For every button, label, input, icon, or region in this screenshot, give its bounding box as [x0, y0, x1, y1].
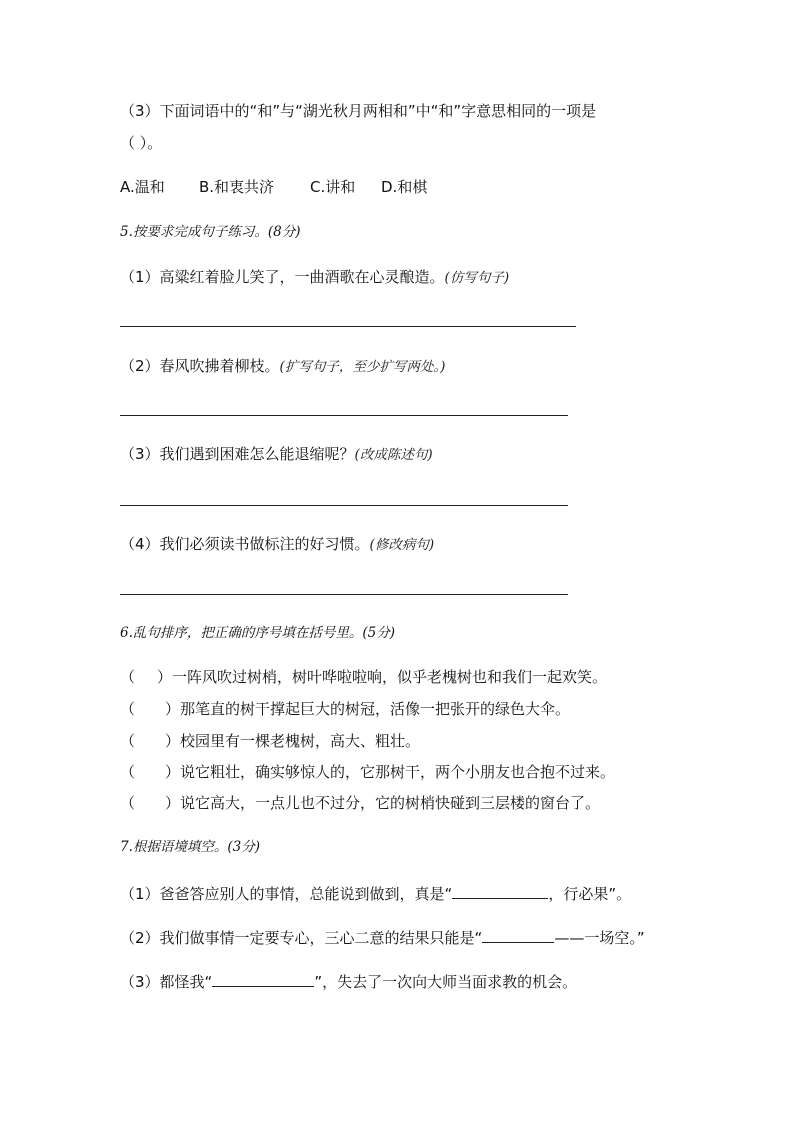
- q6-answer-box-3[interactable]: [120, 731, 180, 751]
- q6-sentence-4: [120, 762, 615, 782]
- q7-item-3: [120, 970, 577, 992]
- q6-sentence-1: [120, 667, 607, 687]
- q6-answer-box-5[interactable]: [120, 793, 180, 813]
- q5-item-3-text: （3）我们遇到困难怎么能退缩呢？: [120, 445, 355, 463]
- q4-3-stem-line1: （3）下面词语中的“和”与“湖光秋月两相和”中“和”字意思相同的一项是: [120, 102, 597, 120]
- q6-sentence-3-text: 校园里有一棵老槐树，高大、粗壮。: [180, 732, 421, 750]
- q7-item-2: [120, 926, 645, 948]
- q7-item-1-before: （1）爸爸答应别人的事情，总能说到做到，真是“: [120, 885, 453, 903]
- close-paren: ）: [165, 700, 181, 718]
- open-paren: （: [120, 763, 136, 781]
- q5-item-4-answer-line[interactable]: [120, 594, 568, 595]
- q7-item-3-before: （3）都怪我“: [120, 973, 213, 991]
- q5-item-3: [120, 444, 433, 465]
- q5-item-4-text: （4）我们必须读书做标注的好习惯。: [120, 535, 370, 553]
- q6-sentence-5: [120, 793, 600, 813]
- q5-item-2-answer-line[interactable]: [120, 415, 568, 416]
- q5-item-4-instruction: (修改病句): [369, 537, 435, 553]
- close-paren: ）: [165, 763, 181, 781]
- q6-answer-box-4[interactable]: [120, 762, 180, 782]
- q7-item-2-blank[interactable]: [482, 926, 554, 943]
- q6-answer-box-2[interactable]: [120, 699, 180, 719]
- q6-sentence-3: [120, 731, 420, 751]
- open-paren: （: [120, 732, 136, 750]
- q7-item-3-blank[interactable]: [212, 970, 314, 987]
- q6-sentence-4-text: 说它粗壮，确实够惊人的，它那树干，两个小朋友也合抱不过来。: [180, 763, 616, 781]
- q5-item-3-answer-line[interactable]: [120, 505, 568, 506]
- q7-item-1-after: ，行必果”。: [548, 885, 632, 903]
- q7-item-2-before: （2）我们做事情一定要专心，三心二意的结果只能是“: [120, 929, 483, 947]
- q4-3-stem-line2: （ ）。: [120, 134, 163, 152]
- q5-heading: 5.按要求完成句子练习。(8分): [120, 224, 301, 240]
- open-paren: （: [120, 700, 136, 718]
- q4-3-option-b: B.和衷共济: [199, 178, 275, 196]
- q6-sentence-1-text: 一阵风吹过树梢，树叶哗啦啦响，似乎老槐树也和我们一起欢笑。: [172, 668, 608, 686]
- q4-3-option-c: C.讲和: [310, 178, 356, 196]
- open-paren: （: [120, 668, 136, 686]
- close-paren: ）: [157, 668, 173, 686]
- q5-item-1-text: （1）高粱红着脸儿笑了，一曲酒歌在心灵酿造。: [120, 268, 445, 286]
- q6-answer-box-1[interactable]: [120, 667, 172, 687]
- q5-item-3-instruction: (改成陈述句): [354, 447, 433, 463]
- q6-heading: 6.乱句排序，把正确的序号填在括号里。(5分): [120, 625, 396, 641]
- q6-sentence-2-text: 那笔直的树干撑起巨大的树冠，活像一把张开的绿色大伞。: [180, 700, 571, 718]
- q5-item-2-instruction: (扩写句子，至少扩写两处。): [279, 359, 446, 375]
- open-paren: （: [120, 794, 136, 812]
- q6-sentence-5-text: 说它高大，一点儿也不过分，它的树梢快碰到三层楼的窗台了。: [180, 794, 601, 812]
- q4-3-option-d: D.和棋: [381, 178, 428, 196]
- q4-3-option-a: A.温和: [120, 178, 165, 196]
- q6-sentence-2: [120, 699, 570, 719]
- q5-item-1-instruction: (仿写句子): [444, 270, 510, 286]
- close-paren: ）: [165, 732, 181, 750]
- q7-item-1-blank[interactable]: [452, 882, 548, 899]
- close-paren: ）: [165, 794, 181, 812]
- q7-item-2-after: ——一场空。”: [554, 929, 645, 947]
- q7-item-1: [120, 882, 631, 904]
- q5-item-2: [120, 356, 445, 377]
- q5-item-4: [120, 534, 434, 555]
- q7-heading: 7.根据语境填空。(3分): [120, 839, 261, 855]
- q5-item-1: [120, 267, 509, 288]
- q5-item-2-text: （2）春风吹拂着柳枝。: [120, 357, 280, 375]
- q5-item-1-answer-line[interactable]: [120, 326, 576, 327]
- q7-item-3-after: ”，失去了一次向大师当面求教的机会。: [314, 973, 578, 991]
